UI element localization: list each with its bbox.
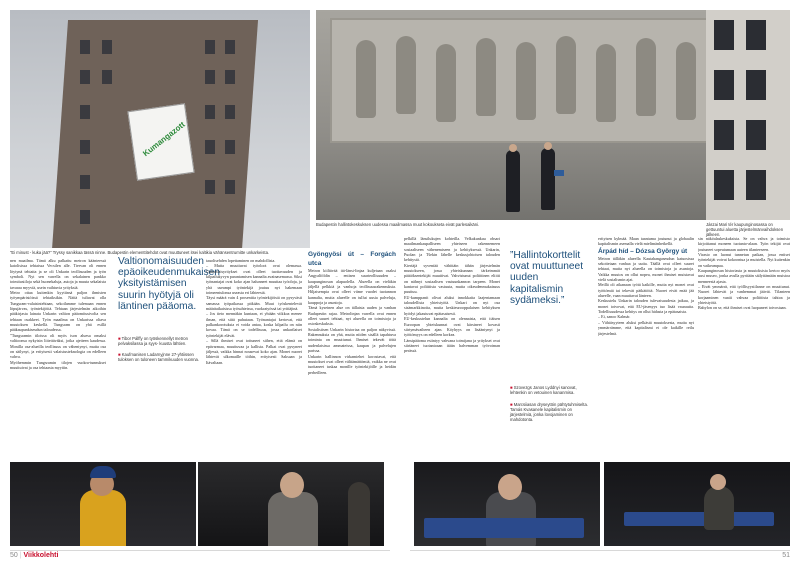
pullquote-right <box>510 250 594 306</box>
building-caption: ”Ei minust - kuka jää?” Tryssy sanikkaa tässä ninne. Budapestin elementtitehdot ovat muuttuneet itsei kaltikia vähänsentrumitte unkarkeista. <box>10 250 270 255</box>
platform-photo <box>604 462 790 546</box>
right-column-4: sin näköalaskeskuksista. Se on vahva ja toimisto kirjoittanut moneen tuotanto-alaan. Työn tekijät ovat joutuneet sopeutumaan uuteen tilanteeseen. Virasto on luonut tunnetun paikan, jossa entiset työntekijät voivat kokoontua ja muistella. Nyt kuitenkin on vaikeampaa. Kaupunginosan historiasta ja muutoksista kertoo myös uusi museo, jonka avulla pyritään säilyttämään muistoa menneestä ajasta. – Eivät ymmärrä, että työllisyystilanne on muuttunut. Nuoret lähtevät ja vanhemmat jäävät. Tilanteen korjaaminen vaatii vahvaa poliittista tahtoa ja yhteistyötä. Babylon on se, että ihmiset ovat luopuneet toivostaan. <box>698 236 790 311</box>
right-column-3-intro: erityisen kylmää. Maan taantuma joutunut ja globaalin kapitalismin asemalla vielä mielimänhetkellä. <box>598 236 694 247</box>
arpad-text: Metron tälläkin alueella Kautahangaseudun katuosissa sekoitetaan vanhaa ja uutta. Täällä ovat olleet suuret tehtaat, mutta nyt alueella on toimistoja ja asuntoja. Vaikka muutos on ollut nopea, monet ihmiset muistavat vielä sosialismin ajat. Meillä oli aikanaan työtä kaikille, mutta nyt monet ovat työttömiä tai tekevät pätkätöitä. Nuoret eivät enää jää alueelle, vaan muuttavat länteen. Keskustelu Unkarin talouden tulevaisuudesta jatkuu, ja monet toivovat, että EU-jäsenyys tuo lisää vaurautta. Todellisuudessa kehitys on ollut hidasta ja epätasaista. – Ei, sanoo Kalmár. – Vähäisyyteen aluksi pelkästä muutoksesta, mutta nyt ymmärrämme, että kapitalismi ei ole kaikille reilu järjestelmä. <box>598 255 694 336</box>
pullquote-left-text: Valtionomaisuuden epäoikeudenmukaisen yksityistämisen suurin hyötyjä oli läntinen pääoma. <box>118 256 220 312</box>
left-page-number: 50 <box>10 552 18 559</box>
body-column: tauolisehden lopettaminen on mahdollista. – Mutta muuttuvat työoloot ovat olemassa. Unkarilaisyritykset ovat olleet tuottavuuden ja kilpailukyvyn parantamisen kannalta avainasemassa. Siksi työnantajat ovat koko ajan halunneet muuttaa työoloja, ja yhä useampi työntekijä joutuu nyt hakemaan toimeentulonsa useasta eri lähteestä. Täysi määrä vain 4 prosenttia työntekijöistä on pysyvästi samassa työpaikassa pitkään. Muut työskentelevät määräaikaisissa työsuhteissa, vuokratyössä tai yrittäjinä. – Jos tieto mennäkin kuntaan, ei yhtään viikkoa menee ilman, että siitä puhutaan. Työnantajat kertovat, että palkankorotuksia ei voida antaa, koska kilpailu on niin kovaa. Tämä on se todellisuus, jossa unkarilaiset työntekijät elävät. – Sillä ihmiset ovat tottuneet siihen, että elämä on epävarmaa, muuttuvaa ja kallista. Palkat ovat pysyneet jäljessä, vaikka hinnat nousevat koko ajan. Monet nuoret lähtevät ulkomaille töihin, erityisesti Saksaan ja Itävaltaan. <box>206 258 302 365</box>
facade-photo <box>706 10 790 220</box>
brand-logo: Viikkolehti <box>23 552 59 559</box>
relief-caption: Budapestin hallintokeskuksen uudessa maailmassa muut kokoukseta eivät parlesaikäni. <box>316 222 480 227</box>
right-page-number: 51 <box>782 552 790 559</box>
gyongyosi-column <box>308 250 396 458</box>
window-caption: Jászai Mari tér kaupunginosassa on gettuuntui aluetta järjestelmänvaihdoksen jälkeen. <box>706 222 784 237</box>
arpad-heading: Árpád híd – Dózsa György út <box>598 247 688 255</box>
intro-column: nen maailma. Tämä alku palkattu metron käänteessä katolisissa tehtaissa Vecstlen alle. Tiervan oli ennen löytynä tehtaita ja se oli Unkarin teollisuuden ja työn symboli. Nyt sen varrella on sekalainen pankko toimitustiloja sekä huonekaluja, autoja ja muuta sekalaista tavaraa myyviä, usein vaihtuvia yrityksiä. Metro ottaa kuitenkin kyytiinsä paljon ihmisten työympäristöissä tehtaiksikin. Näitä tuliavat olla Tungsram-valaisintehtaan, sekoilamme tulemaan ennen löpujärvas, työntekijöitä. Tehtaan järjestelmän aikoihin pääkirjasta lainata Unkarin valtion pääomitusivolta sen tehtaan osakkeet. Työn maailma on Unkarissa oltava muutoksen keskellä. Tungsram on yhä esillä pääkaupunkiseudun taloudessa. ”Tungsramin tiloissa oli myös ison aluesa omaksi valtioonsa nykyisin liitettäväksi, jotka ajetteen kaudessa. Monilla osa-alueilla teollisuus on vähentynyt, mutta osa on säilynyt, ja erityisesti valaistusteknologia on edelleen vahva. Myöhemmin Tungsramin tilojen vuokra-tunnukset muuttuivat ja osa tehtaasta myytiin. <box>10 258 106 370</box>
gyongyosi-text: Metron kiiltävää itä-länsi-linjaa kuljetaan osaksi Angyalföldin – entisen suurteollisuuden – kaupunginosan alapuolella. Alueella on vieläkin jäljellä pelkkiä ja vanhoja teollisuusrakennuksia. Hiljaisempia ovat olleet viime vuodet tuotannon kannalta, mutta alueelle on tullut uusia palveluja, kauppoja ja asuntoja. Tämä kyseinen alue on tällaista uuden ja vanhan Budapestin rajaa. Metrolinjan varrella ovat ennen olleet suuret tehtaat, nyt alueella on toimistoja ja ostoskeskuksia. Sosialistisen Unkarin historiaa on paljon näkyvissä. Rakennuksia on yhä, mutta niiden sisällä tapahtuva toiminta on muuttunut. Ihmiset tekevät töitä uudenlaisissa ammateissa, kaupan ja palvelujen parissa. Unkarin hallinnon virkamiehet korostavat, että muutokset ovat olleet välttämättömiä, vaikka ne ovat tuottaneet tuskaa monille työntekijöille ja heidän perheilleen. <box>308 268 396 375</box>
pullquote-left <box>118 256 220 312</box>
officer-photo <box>198 462 384 546</box>
right-column-1: pelkillä länsilukujen kohteilla. Velkakunkau obsari maailmankaupalliseen yhteiseen rakennemeen sosiaaliseen vähenemiseen ja kehityksessä. Unkarin, Puolan ja Tšekin lähelle keskusjohtoisen talouden kehitystä. Kiertäjä syventää vähittäin tähän järjestelmän muutokseen, jossa yhteiskunnan tärkeimmät päätöksentekijät muuttivat. Vahvistunut poliittinen eliitti on nähnyt sosiaalisen vastuunkannon tarpeen. Monet kantavat poliittista vastuuta, mutta oikeudenmukaisuus puuttuu. EU-kumppanit olivat aluksi innokkaita laajentamaan taloudellista yhteistyötä. Unkari on nyt osa sisämarkkinoita, mutta keskieurooppalaisen kehityksen hyödyt jakautuvat epätasaisesti. EU-keskustelun kannalta on olennaista, että itäisen Euroopan yhteiskunnat ovat kärsineet kovasti siirtymävaiheen ajan. Köyhyys on lisääntynyt ja työttömyys on edelleen korkea. Länsipääoma esiintyy vahvana toimijana ja yritykset ovat siirtäneet tuotantoaan itään halvemman työvoiman perässä. <box>404 236 500 354</box>
building-sign <box>127 103 194 180</box>
worker-photo <box>10 462 196 546</box>
gyongyosi-heading: Gyöngyösi út – Forgách utca <box>308 251 396 267</box>
building-photo <box>10 10 310 248</box>
right-column-3 <box>598 236 694 458</box>
caption-marcsiiasan: ■ Marcsiiasan dryseytöin pähtytuhmiselta. Tamás Kvasanele kapitalismin on järjestelmiä, jonka lovojaminen on mahdotonta. <box>510 402 594 422</box>
sign-text: Kumangazott <box>141 119 187 159</box>
caption-kaufmann: ■ Kaufmanisen Ladarnyjnne 27-yhtiissen tuloksen on tuloneen tammikuuden vuonna. <box>118 352 202 362</box>
pullquote-right-text: ”Hallintokorttelit ovat muuttuneet uuden kapitalismin sydämeksi.” <box>510 250 584 306</box>
caption-tibor: ■ Tibor Pálffy on työskennellyt metron pelvaksilassa ja syys- kuusta lähtien. <box>118 336 202 346</box>
right-folio <box>782 552 790 559</box>
left-folio: 50 | Viikkolehti <box>10 552 59 559</box>
caption-szovezgs: ■ Szovezgs Janos Lyddnyi sanovat, lehtenkin on vetouinen kananmisa. <box>510 385 594 395</box>
seated-man-photo <box>414 462 600 546</box>
